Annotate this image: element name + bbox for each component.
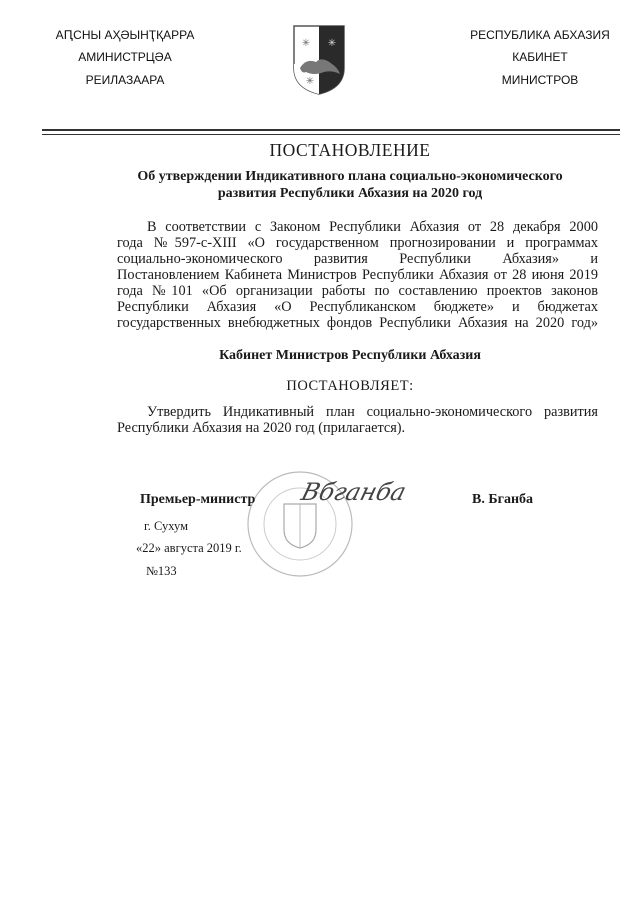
preamble-line: социально-экономического развития Республики Абхазия» и — [117, 251, 598, 267]
preamble-line: года №101 «Об организации работы по составлению проектов законов — [117, 283, 598, 299]
date: «22» августа 2019 г. — [136, 541, 242, 555]
header-left-line-2: АМИНИСТРЦӘА — [78, 50, 172, 64]
header-left-line-1: АԤСНЫ АҲӘЫНҬҚАРРА — [55, 28, 195, 42]
signatory-title: Премьер-министр — [140, 492, 256, 507]
svg-text:✳: ✳ — [305, 76, 315, 87]
resolves-heading: ПОСТАНОВЛЯЕТ: — [286, 378, 414, 394]
place: г. Сухум — [144, 519, 189, 533]
signature: Вбганба — [298, 478, 410, 506]
svg-text:✳: ✳ — [301, 38, 311, 49]
decision-line: Республики Абхазия на 2020 год (прилагается). — [117, 420, 406, 436]
header-left-line-3: РЕИЛАЗААРА — [85, 73, 165, 87]
preamble-line: года №597-с-XIII «О государственном прогнозировании и программах — [117, 235, 598, 251]
header-right-line-2: КАБИНЕТ — [512, 50, 568, 64]
header-right-line-3: МИНИСТРОВ — [501, 73, 579, 87]
signatory-name: В. Бганба — [472, 492, 534, 507]
preamble-line: государственных внебюджетных фондов Республики Абхазия на 2020 год» — [117, 315, 598, 331]
svg-text:✳: ✳ — [327, 38, 337, 49]
preamble-line: Постановлением Кабинета Министров Республики Абхазия от 28 июня 2019 — [117, 267, 598, 283]
header-rule-top — [42, 129, 620, 131]
issuer: Кабинет Министров Республики Абхазия — [219, 348, 481, 363]
coat-of-arms-icon — [292, 24, 346, 96]
decision-line: Утвердить Индикативный план социально-экономического развития — [147, 404, 598, 420]
subject-line-1: Об утверждении Индикативного плана социально-экономического — [137, 169, 563, 184]
preamble-line: Республики Абхазия «О Республиканском бюджете» и бюджетах — [117, 299, 598, 315]
header-right-line-1: РЕСПУБЛИКА АБХАЗИЯ — [470, 28, 610, 42]
header-rule-bottom — [42, 134, 620, 135]
subject-line-2: развития Республики Абхазия на 2020 год — [217, 186, 483, 201]
preamble-line: В соответствии с Законом Республики Абхазия от 28 декабря 2000 — [147, 219, 598, 235]
document-type: ПОСТАНОВЛЕНИЕ — [269, 140, 431, 160]
document-number: №133 — [146, 564, 177, 578]
